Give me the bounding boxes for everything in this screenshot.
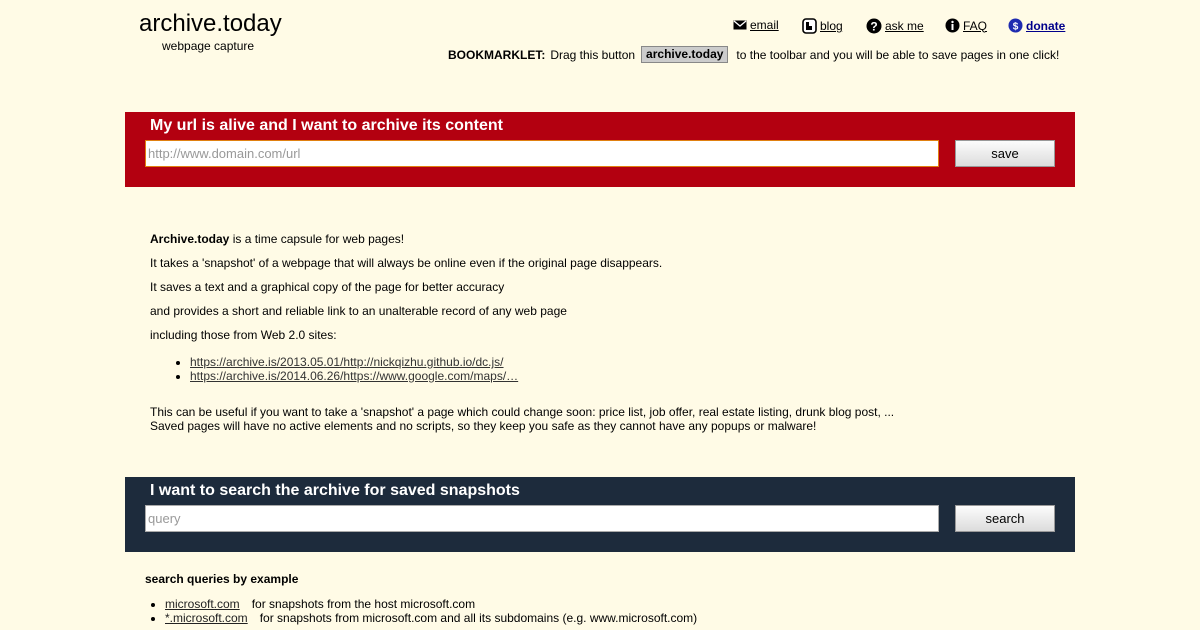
envelope-icon <box>733 19 747 31</box>
desc-line-1 <box>150 232 1050 256</box>
example-query-link[interactable]: microsoft.com <box>165 597 240 611</box>
nav-faq[interactable] <box>945 18 987 33</box>
site-subtitle: webpage capture <box>162 39 255 53</box>
description <box>150 232 1050 433</box>
svg-text:?: ? <box>870 19 878 34</box>
desc-line-5: including those from Web 2.0 sites: <box>150 328 337 342</box>
nav-email-link[interactable]: email <box>750 18 779 32</box>
example-link[interactable]: https://archive.is/2014.06.26/https://www.google.com/maps/… <box>190 369 519 383</box>
bookmarklet-bar <box>448 46 1059 63</box>
search-button[interactable]: search <box>955 505 1055 532</box>
question-icon <box>866 18 882 34</box>
search-panel-title: I want to search the archive for saved snapshots <box>150 482 520 499</box>
save-panel-title: My url is alive and I want to archive its content <box>150 117 503 134</box>
svg-text:$: $ <box>1012 21 1019 33</box>
example-query-link[interactable]: *.microsoft.com <box>165 611 248 625</box>
bookmarklet-label: BOOKMARKLET: <box>448 47 546 62</box>
examples-heading: search queries by example <box>145 572 299 586</box>
nav-ask-link[interactable]: ask me <box>885 19 924 33</box>
nav-blog-link[interactable]: blog <box>820 19 843 33</box>
bookmarklet-text-before: Drag this button <box>550 47 636 62</box>
desc-tail-1: This can be useful if you want to take a 'snapshot' a page which could change soon: price list, job offer, real estate listing, drunk blog post, ... <box>150 405 895 419</box>
bookmarklet-text-after: to the toolbar and you will be able to save pages in one click! <box>736 47 1060 62</box>
list-item <box>165 597 1045 611</box>
example-query-desc: for snapshots from microsoft.com and all its subdomains (e.g. www.microsoft.com) <box>259 611 698 625</box>
list-item <box>190 355 1050 369</box>
desc-line-1-text: is a time capsule for web pages! <box>229 232 405 246</box>
list-item <box>165 611 1045 625</box>
save-button[interactable]: save <box>955 140 1055 167</box>
desc-line-3: It saves a text and a graphical copy of the page for better accuracy <box>150 280 505 294</box>
nav-donate[interactable] <box>1008 18 1065 33</box>
nav-blog[interactable] <box>802 18 843 34</box>
info-icon <box>945 18 960 33</box>
nav-donate-link[interactable]: donate <box>1026 18 1066 33</box>
donate-icon <box>1008 18 1023 33</box>
search-examples <box>145 572 1045 625</box>
example-link[interactable]: https://archive.is/2013.05.01/http://nickqizhu.github.io/dc.js/ <box>190 355 504 369</box>
example-query-desc: for snapshots from the host microsoft.com <box>251 597 476 611</box>
nav-faq-link[interactable]: FAQ <box>963 18 988 33</box>
desc-line-2: It takes a 'snapshot' of a webpage that will always be online even if the original page disappears. <box>150 256 663 270</box>
save-panel <box>125 112 1075 187</box>
desc-brand: Archive.today <box>150 232 230 246</box>
url-input[interactable]: http://www.domain.com/url <box>145 140 939 167</box>
site-title[interactable]: archive.today <box>139 10 282 37</box>
desc-line-4: and provides a short and reliable link to an unalterable record of any web page <box>150 304 567 318</box>
blog-icon <box>802 18 817 34</box>
desc-tail-2: Saved pages will have no active elements and no scripts, so they keep you safe as they cannot have any popups or malware! <box>150 419 817 433</box>
search-panel <box>125 477 1075 552</box>
list-item <box>190 369 1050 383</box>
example-links-list <box>150 355 1050 383</box>
bookmarklet-button[interactable]: archive.today <box>641 46 728 63</box>
desc-tail <box>150 405 1050 433</box>
search-input[interactable]: query <box>145 505 939 532</box>
examples-list <box>145 597 1045 625</box>
nav-email[interactable] <box>733 18 779 32</box>
nav-ask[interactable] <box>866 18 924 34</box>
